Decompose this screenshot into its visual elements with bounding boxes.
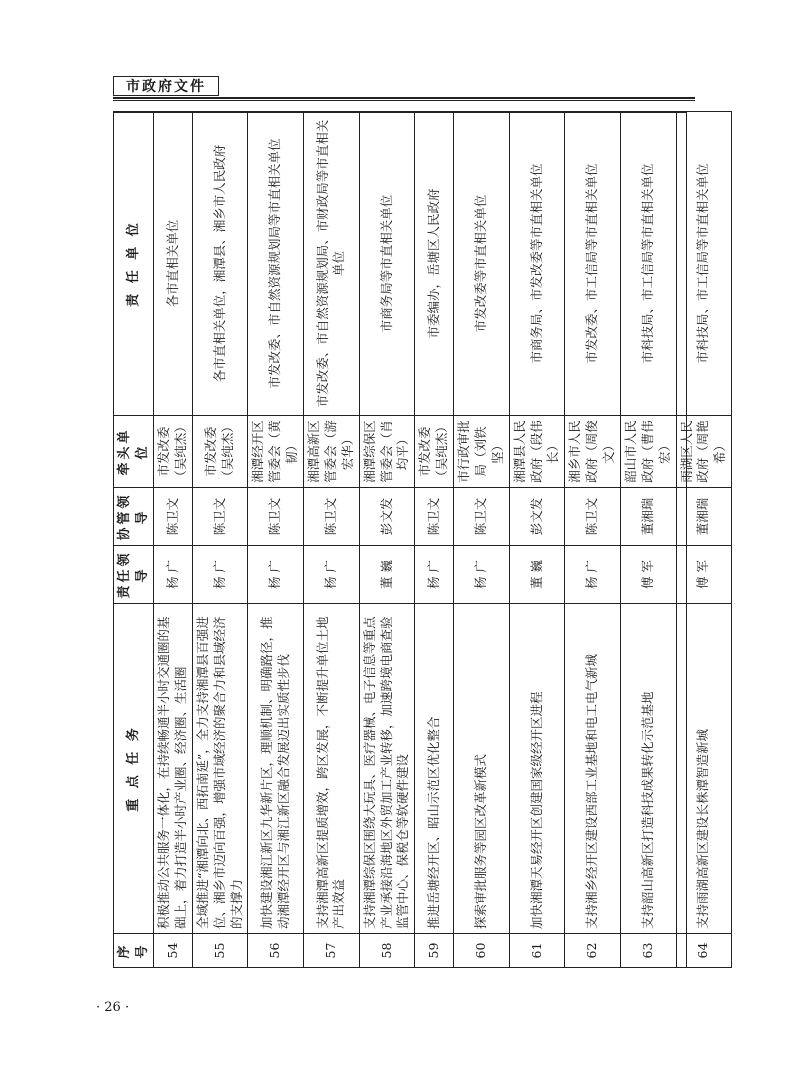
row-assist: 彭文发 — [509, 488, 565, 546]
row-assist: 陈卫文 — [192, 488, 248, 546]
row-lead: 杨 广 — [192, 546, 248, 604]
row-host: 市发改委（吴纯杰） — [154, 416, 193, 488]
row-number: 54 — [154, 934, 193, 968]
header-resp: 责 任 单 位 — [114, 112, 154, 416]
row-number: 60 — [454, 934, 510, 968]
row-number: 61 — [509, 934, 565, 968]
row-host: 市行政审批局（刘铁坚） — [454, 416, 510, 488]
row-task: 支持湘乡经开区建设西部工业基地和电工电气新城 — [565, 604, 621, 934]
table-row — [565, 112, 621, 968]
row-task: 加快建设湘江新区九华新片区，理顺机制、明确路径，推动湘潭经开区与湘江新区融合发展迈出实质性步伐 — [248, 604, 304, 934]
table-row — [509, 112, 565, 968]
row-host: 湘潭高新区管委会（游宏华） — [304, 416, 360, 488]
row-number: 55 — [192, 934, 248, 968]
row-lead: 杨 广 — [565, 546, 621, 604]
task-table-container — [113, 112, 728, 968]
row-lead: 杨 广 — [304, 546, 360, 604]
row-task: 探索审批服务等园区改革新模式 — [454, 604, 510, 934]
row-resp: 各市直相关单位 — [154, 112, 193, 416]
table-row — [415, 112, 454, 968]
row-lead: 杨 广 — [415, 546, 454, 604]
row-resp: 各市直相关单位，湘潭县、湘乡市人民政府 — [192, 112, 248, 416]
header-no: 序号 — [114, 934, 154, 968]
row-resp: 市发改委等市直相关单位 — [454, 112, 510, 416]
row-number: 58 — [359, 934, 415, 968]
table-row — [304, 112, 360, 968]
row-host: 雨湖区人民政府（周艳希） — [676, 416, 732, 488]
row-lead: 杨 广 — [454, 546, 510, 604]
document-header-badge: 市政府文件 — [113, 76, 219, 96]
row-number: 56 — [248, 934, 304, 968]
row-assist: 彭文发 — [359, 488, 415, 546]
row-host: 市发改委（吴纯杰） — [192, 416, 248, 488]
table-row — [192, 112, 248, 968]
row-number: 59 — [415, 934, 454, 968]
row-task: 支持湘潭高新区提质增效，跨区发展，不断提升单位土地产出效益 — [304, 604, 360, 934]
row-assist: 陈卫文 — [304, 488, 360, 546]
header-host: 牵头单位 — [114, 416, 154, 488]
row-resp: 市发改委、市工信局等市直相关单位 — [565, 112, 621, 416]
table-header-row — [114, 112, 154, 968]
row-number: 57 — [304, 934, 360, 968]
table-row — [620, 112, 676, 968]
header-rule — [113, 97, 695, 99]
header-lead: 责任领导 — [114, 546, 154, 604]
table-row — [454, 112, 510, 968]
row-resp: 市科技局、市工信局等市直相关单位 — [620, 112, 676, 416]
row-assist: 陈卫文 — [154, 488, 193, 546]
table-row — [676, 112, 732, 968]
row-host: 湘潭综保区管委会（肖均平） — [359, 416, 415, 488]
table-body — [154, 112, 732, 968]
table-row — [359, 112, 415, 968]
row-lead: 傅 军 — [620, 546, 676, 604]
row-assist: 董湘瑞 — [676, 488, 732, 546]
row-number: 64 — [676, 934, 732, 968]
row-assist: 董湘瑞 — [620, 488, 676, 546]
row-host: 湘潭县人民政府（段伟长） — [509, 416, 565, 488]
row-assist: 陈卫文 — [248, 488, 304, 546]
row-task: 支持韶山高新区打造科技成果转化示范基地 — [620, 604, 676, 934]
table-row — [248, 112, 304, 968]
row-lead: 董 巍 — [509, 546, 565, 604]
row-lead: 董 巍 — [359, 546, 415, 604]
header-rule-thin — [113, 100, 695, 101]
row-resp: 市科技局、市工信局等市直相关单位 — [676, 112, 732, 416]
row-resp: 市发改委、市自然资源规划局、市财政局等市直相关单位 — [304, 112, 360, 416]
row-assist: 陈卫文 — [565, 488, 621, 546]
row-number: 63 — [620, 934, 676, 968]
row-host: 韶山市人民政府（曹伟宏） — [620, 416, 676, 488]
row-resp: 市发改委、市自然资源规划局等市直相关单位 — [248, 112, 304, 416]
row-number: 62 — [565, 934, 621, 968]
row-task: 全域推进“湘潭向北、西拓南延”，全力支持湘潭县百强进位、湘乡市迈向百强，增强市域经济的聚合力和县域经济的支撑力 — [192, 604, 248, 934]
row-host: 湘乡市人民政府（周俊文） — [565, 416, 621, 488]
row-resp: 市商务局、市发改委等市直相关单位 — [509, 112, 565, 416]
row-task: 推进岳塘经开区、昭山示范区优化整合 — [415, 604, 454, 934]
row-task: 加快湘潭天易经开区创建国家级经开区进程 — [509, 604, 565, 934]
header-assist: 协管领导 — [114, 488, 154, 546]
task-table — [113, 111, 732, 968]
row-lead: 杨 广 — [248, 546, 304, 604]
table-row — [154, 112, 193, 968]
row-host: 市发改委（吴纯杰） — [415, 416, 454, 488]
rotated-table-frame — [113, 112, 728, 968]
header-task: 重 点 任 务 — [114, 604, 154, 934]
row-task: 支持雨湖高新区建设长株潭智造新城 — [676, 604, 732, 934]
row-assist: 陈卫文 — [454, 488, 510, 546]
row-task: 积极推动公共服务一体化，在持续畅通半小时交通圈的基础上，着力打造半小时产业圈、经济圈、生活圈 — [154, 604, 193, 934]
row-lead: 傅 军 — [676, 546, 732, 604]
row-lead: 杨 广 — [154, 546, 193, 604]
row-resp: 市委编办，岳塘区人民政府 — [415, 112, 454, 416]
row-task: 支持湘潭综保区围绕大玩具、医疗器械、电子信息等重点产业承接沿海地区外贸加工产业转移，加速跨境电商查验监管中心、保税仓等软硬件建设 — [359, 604, 415, 934]
page-number: · 26 · — [96, 1000, 130, 1015]
row-resp: 市商务局等市直相关单位 — [359, 112, 415, 416]
row-assist: 陈卫文 — [415, 488, 454, 546]
row-host: 湘潭经开区管委会（黄 韧） — [248, 416, 304, 488]
